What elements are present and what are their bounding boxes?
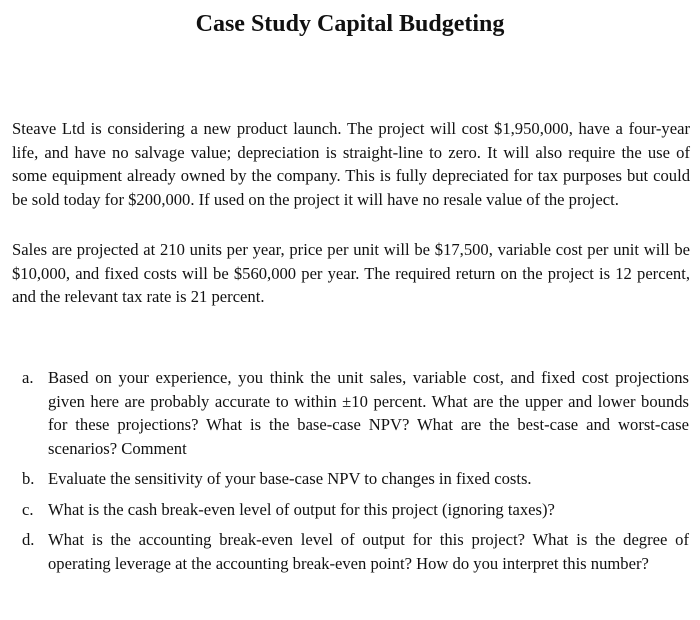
question-letter: a. (22, 368, 34, 387)
question-letter: b. (22, 469, 35, 488)
projection-paragraph: Sales are projected at 210 units per year, price per unit will be $17,500, variable cost per unit will be $10,000, and fixed costs will be $560,000 per year. The required return on the project is 12 percent, and the relevant tax rate is 21 percent. (12, 240, 690, 306)
question-list (0, 366, 700, 582)
question-text: Based on your experience, you think the unit sales, variable cost, and fixed cost projections given here are probably accurate to within ±10 percent. What are the upper and lower bounds for these projections? What is the base-case NPV? What are the best-case and worst-case scenarios? Comment (48, 368, 689, 458)
question-item-c (0, 498, 700, 522)
question-item-b (0, 467, 700, 491)
question-text: What is the accounting break-even level of output for this project? What is the degree of operating leverage at the accounting break-even point? How do you interpret this number? (48, 530, 689, 573)
question-text: Evaluate the sensitivity of your base-case NPV to changes in fixed costs. (48, 469, 532, 488)
question-item-d (0, 528, 700, 575)
question-item-a (0, 366, 700, 460)
question-letter: c. (22, 499, 34, 519)
question-letter: d. (22, 530, 35, 549)
question-text: What is the cash break-even level of output for this project (ignoring taxes)? (48, 499, 555, 519)
intro-paragraph: Steave Ltd is considering a new product launch. The project will cost $1,950,000, have a four-year life, and have no salvage value; depreciation is straight-line to zero. It will also require the use of some equipment already owned by the company. This is fully depreciated for tax purposes but could be sold today for $200,000. If used on the project it will have no resale value of the project. (12, 119, 690, 209)
page-title: Case Study Capital Budgeting (195, 11, 505, 37)
